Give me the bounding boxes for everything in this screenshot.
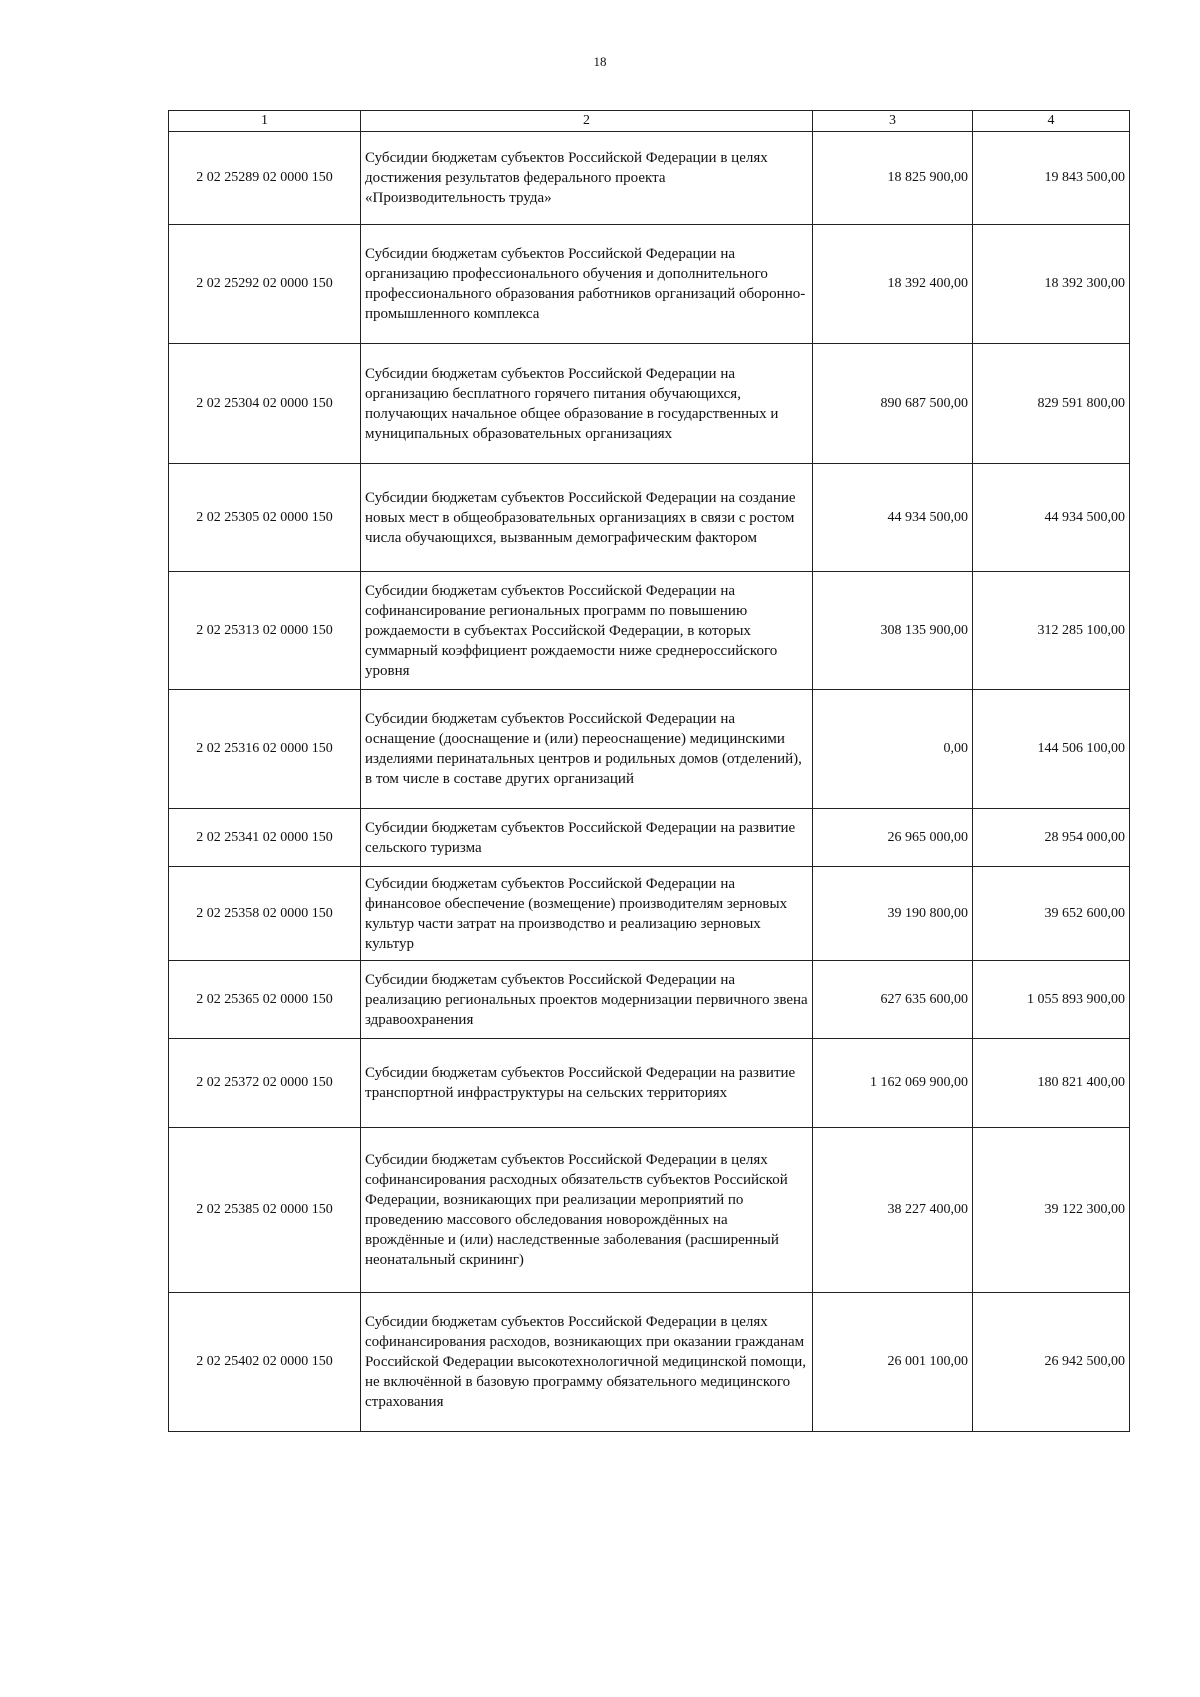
row-description: Субсидии бюджетам субъектов Российской Федерации на развитие сельского туризма xyxy=(361,809,813,867)
row-description: Субсидии бюджетам субъектов Российской Федерации на организацию бесплатного горячего питания обучающихся, получающих начальное общее образование в государственных и муниципальных образовательных организациях xyxy=(361,344,813,464)
budget-code: 2 02 25358 02 0000 150 xyxy=(169,867,361,961)
amount-col4: 144 506 100,00 xyxy=(973,690,1130,809)
budget-code: 2 02 25292 02 0000 150 xyxy=(169,225,361,344)
row-description: Субсидии бюджетам субъектов Российской Федерации на создание новых мест в общеобразовательных организациях в связи с ростом числа обучающихся, вызванным демографическим фактором xyxy=(361,464,813,572)
page-number: 18 xyxy=(593,54,607,69)
table-row xyxy=(169,961,1130,1039)
amount-col3: 38 227 400,00 xyxy=(813,1128,973,1293)
amount-col3: 627 635 600,00 xyxy=(813,961,973,1039)
amount-col4: 39 122 300,00 xyxy=(973,1128,1130,1293)
row-description: Субсидии бюджетам субъектов Российской Федерации на реализацию региональных проектов модернизации первичного звена здравоохранения xyxy=(361,961,813,1039)
table-row xyxy=(169,225,1130,344)
amount-col3: 18 825 900,00 xyxy=(813,132,973,225)
budget-code: 2 02 25304 02 0000 150 xyxy=(169,344,361,464)
row-description: Субсидии бюджетам субъектов Российской Федерации на оснащение (дооснащение и (или) переоснащение) медицинскими изделиями перинатальных центров и родильных домов (отделений), в том числе в составе других организаций xyxy=(361,690,813,809)
row-description: Субсидии бюджетам субъектов Российской Федерации на финансовое обеспечение (возмещение) производителям зерновых культур части затрат на производство и реализацию зерновых культур xyxy=(361,867,813,961)
column-header: 1 xyxy=(169,111,361,132)
budget-code: 2 02 25341 02 0000 150 xyxy=(169,809,361,867)
budget-code: 2 02 25365 02 0000 150 xyxy=(169,961,361,1039)
table-row xyxy=(169,1128,1130,1293)
amount-col4: 19 843 500,00 xyxy=(973,132,1130,225)
column-header: 2 xyxy=(361,111,813,132)
table-row xyxy=(169,867,1130,961)
amount-col4: 1 055 893 900,00 xyxy=(973,961,1130,1039)
row-description: Субсидии бюджетам субъектов Российской Федерации в целях софинансирования расходов, возникающих при оказании гражданам Российской Федерации высокотехнологичной медицинской помощи, не включённой в базовую программу обязательного медицинского страхования xyxy=(361,1293,813,1432)
budget-table xyxy=(168,110,1130,1432)
budget-code: 2 02 25316 02 0000 150 xyxy=(169,690,361,809)
row-description: Субсидии бюджетам субъектов Российской Федерации в целях достижения результатов федерального проекта «Производительность труда» xyxy=(361,132,813,225)
amount-col3: 26 001 100,00 xyxy=(813,1293,973,1432)
table-row xyxy=(169,1039,1130,1128)
amount-col3: 0,00 xyxy=(813,690,973,809)
row-description: Субсидии бюджетам субъектов Российской Федерации на софинансирование региональных программ по повышению рождаемости в субъектах Российской Федерации, в которых суммарный коэффициент рождаемости ниже среднероссийского уровня xyxy=(361,572,813,690)
budget-code: 2 02 25305 02 0000 150 xyxy=(169,464,361,572)
table-header-row xyxy=(169,111,1130,132)
amount-col3: 26 965 000,00 xyxy=(813,809,973,867)
amount-col4: 28 954 000,00 xyxy=(973,809,1130,867)
amount-col4: 39 652 600,00 xyxy=(973,867,1130,961)
amount-col4: 829 591 800,00 xyxy=(973,344,1130,464)
budget-code: 2 02 25372 02 0000 150 xyxy=(169,1039,361,1128)
budget-code: 2 02 25289 02 0000 150 xyxy=(169,132,361,225)
budget-code: 2 02 25313 02 0000 150 xyxy=(169,572,361,690)
table-row xyxy=(169,344,1130,464)
row-description: Субсидии бюджетам субъектов Российской Федерации в целях софинансирования расходных обязательств субъектов Российской Федерации, возникающих при реализации мероприятий по проведению массового обследования новорождённых на врождённые и (или) наследственные заболевания (расширенный неонатальный скрининг) xyxy=(361,1128,813,1293)
amount-col3: 890 687 500,00 xyxy=(813,344,973,464)
amount-col3: 308 135 900,00 xyxy=(813,572,973,690)
amount-col4: 26 942 500,00 xyxy=(973,1293,1130,1432)
amount-col3: 44 934 500,00 xyxy=(813,464,973,572)
amount-col4: 18 392 300,00 xyxy=(973,225,1130,344)
amount-col4: 180 821 400,00 xyxy=(973,1039,1130,1128)
budget-code: 2 02 25402 02 0000 150 xyxy=(169,1293,361,1432)
table-row xyxy=(169,690,1130,809)
table-row xyxy=(169,464,1130,572)
row-description: Субсидии бюджетам субъектов Российской Федерации на организацию профессионального обучения и дополнительного профессионального образования работников организаций оборонно-промышленного комплекса xyxy=(361,225,813,344)
column-header: 3 xyxy=(813,111,973,132)
amount-col4: 312 285 100,00 xyxy=(973,572,1130,690)
table-row xyxy=(169,1293,1130,1432)
amount-col3: 39 190 800,00 xyxy=(813,867,973,961)
table-row xyxy=(169,132,1130,225)
column-header: 4 xyxy=(973,111,1130,132)
amount-col4: 44 934 500,00 xyxy=(973,464,1130,572)
table-row xyxy=(169,809,1130,867)
amount-col3: 18 392 400,00 xyxy=(813,225,973,344)
row-description: Субсидии бюджетам субъектов Российской Федерации на развитие транспортной инфраструктуры на сельских территориях xyxy=(361,1039,813,1128)
table-row xyxy=(169,572,1130,690)
amount-col3: 1 162 069 900,00 xyxy=(813,1039,973,1128)
budget-code: 2 02 25385 02 0000 150 xyxy=(169,1128,361,1293)
